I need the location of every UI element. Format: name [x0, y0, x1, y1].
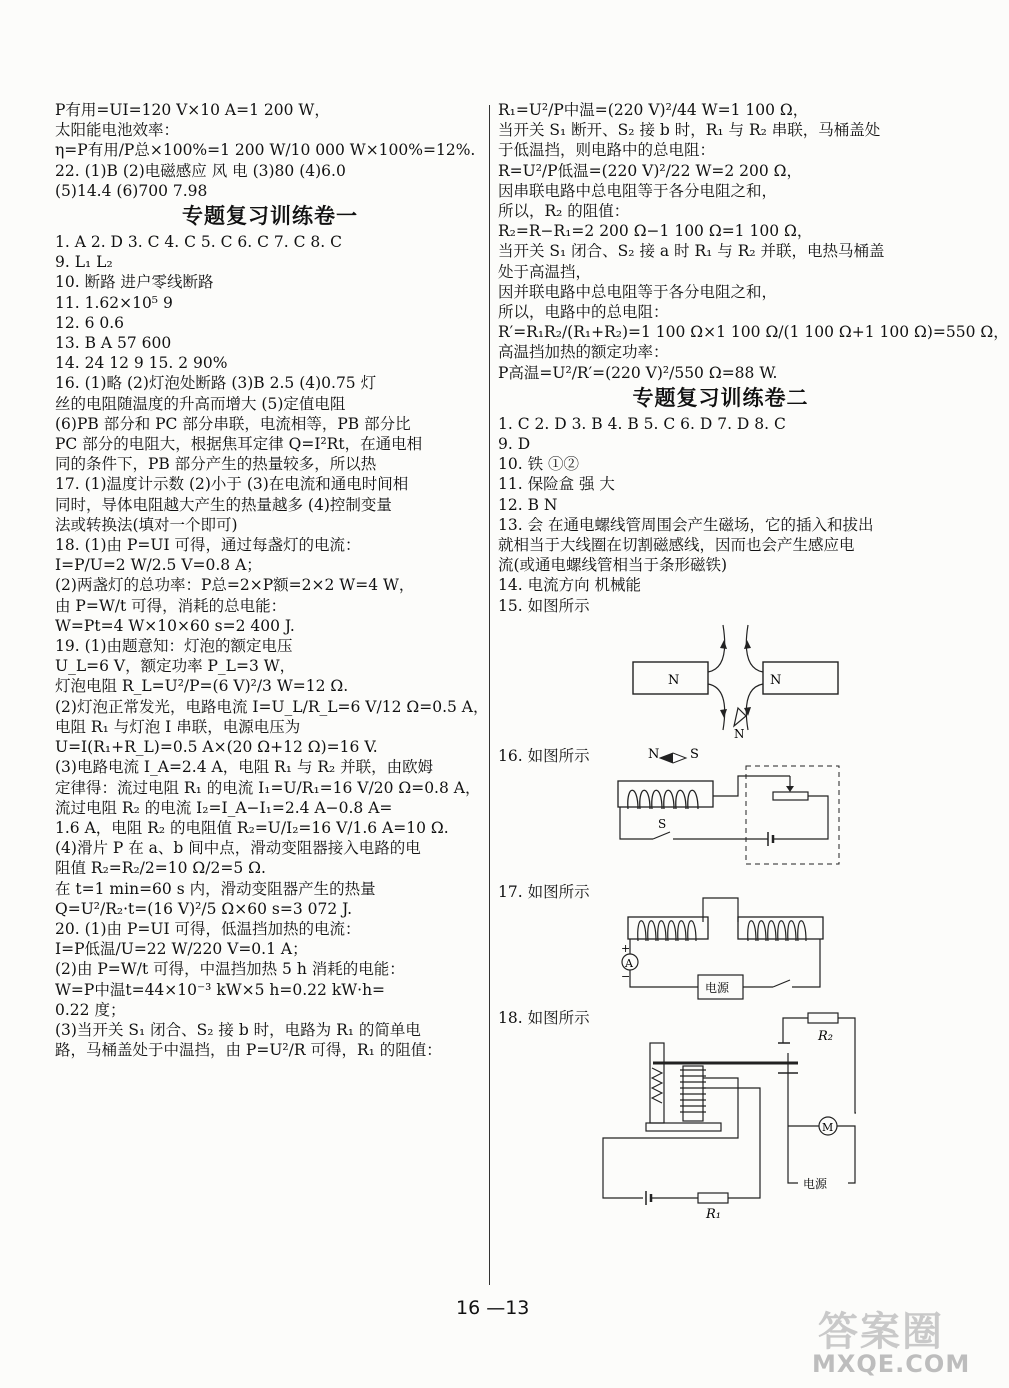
right-line: 10. 铁 ①②	[498, 455, 580, 474]
wire	[603, 1078, 738, 1198]
resistor-r1	[698, 1193, 728, 1203]
left-line: 18. (1)由 P=UI 可得，通过每盏灯的电流：	[55, 536, 361, 555]
right-line: 于低温挡，则电路中的总电阻：	[498, 141, 716, 160]
coil-windings	[638, 921, 696, 941]
left-line: (3)当开关 S₁ 闭合、S₂ 接 b 时，电路为 R₁ 的简单电	[55, 1020, 421, 1039]
wire	[783, 1018, 808, 1043]
ammeter-minus: −	[621, 969, 631, 983]
left-line: W=Pt=4 W×10×60 s=2 400 J.	[55, 616, 295, 635]
figure-15-diagram	[498, 620, 943, 740]
left-line: U=I(R₁+R_L)=0.5 A×(20 Ω+12 Ω)=16 V.	[55, 738, 378, 757]
wire	[788, 1073, 798, 1183]
right-column	[498, 100, 1009, 1222]
left-line: 同时，导体电阻越大产生的热量越多 (4)控制变量	[55, 495, 392, 514]
right-line: 12. B N	[498, 495, 558, 514]
wire	[837, 1126, 855, 1183]
field-line	[708, 625, 725, 672]
figure-17-label: 17. 如图所示	[498, 882, 590, 901]
page-number: 16 —13	[456, 1297, 530, 1319]
arrow-icon	[720, 709, 727, 718]
right-line: 高温挡加热的额定功率：	[498, 343, 669, 362]
right-line: P高温=U²/R′=(220 V)²/550 Ω=88 W.	[498, 363, 778, 382]
right-line: 因串联电路中总电阻等于各分电阻之和，	[498, 181, 778, 200]
figure-15	[498, 620, 943, 740]
left-line: 由 P=W/t 可得，消耗的总电能：	[55, 596, 287, 615]
right-line: 就相当于大线圈在切割磁感线，因而也会产生感应电	[498, 536, 855, 555]
left-line: 在 t=1 min=60 s 内，滑动变阻器产生的热量	[55, 879, 376, 898]
dashed-box	[746, 766, 839, 864]
right-line: 因并联电路中总电阻等于各分电阻之和，	[498, 282, 778, 301]
left-column	[55, 100, 489, 1060]
left-line: 流过电阻 R₂ 的电流 I₂=I_A−I₁=2.4 A−0.8 A=	[55, 798, 393, 817]
left-lines-b	[55, 232, 489, 1060]
left-line: 同的条件下，PB 部分产生的热量较多，所以热	[55, 455, 377, 474]
left-line: η=P有用/P总×100%=1 200 W/10 000 W×100%=12%.	[55, 141, 476, 160]
magnet-left-label: N	[668, 672, 680, 688]
figure-17	[498, 882, 943, 1002]
right-line: 当开关 S₁ 闭合、S₂ 接 a 时 R₁ 与 R₂ 并联，电热马桶盖	[498, 242, 885, 261]
compass-needle	[734, 708, 746, 726]
figure-16	[498, 746, 943, 876]
rheostat	[773, 792, 808, 800]
field-line	[746, 684, 763, 730]
left-line: (5)14.4 (6)700 7.98	[55, 181, 208, 200]
right-line: R=U²/P低温=(220 V)²/22 W=2 200 Ω，	[498, 161, 803, 180]
left-line: 0.22 度；	[55, 1000, 126, 1019]
left-line: 9. L₁ L₂	[55, 253, 113, 272]
left-line: 13. B A 57 600	[55, 334, 172, 353]
magnet-right-label: N	[770, 672, 782, 688]
compass-s-label: S	[690, 746, 699, 762]
left-lines-a	[55, 100, 485, 201]
compass-n-label: N	[648, 746, 660, 762]
right-line: R₁=U²/P中温=(220 V)²/44 W=1 100 Ω，	[498, 101, 809, 119]
watermark-url: MXQE.COM	[812, 1350, 971, 1378]
left-line: 14. 24 12 9 15. 2 90%	[55, 354, 228, 373]
figure-18-label: 18. 如图所示	[498, 1008, 590, 1027]
switch-label: S	[658, 816, 667, 831]
right-line: 所以，电路中的总电阻：	[498, 303, 669, 322]
wire	[838, 1018, 856, 1113]
wire	[792, 939, 820, 987]
wire	[630, 970, 698, 987]
right-line: 所以，R₂ 的阻值：	[498, 202, 630, 221]
ammeter-plus: +	[621, 941, 631, 955]
right-line: 当开关 S₁ 断开、S₂ 接 b 时，R₁ 与 R₂ 串联，马桶盖处	[498, 121, 881, 140]
switch	[773, 980, 790, 987]
left-line: (2)两盏灯的总功率：P总=2×P额=2×2 W=4 W，	[55, 576, 415, 595]
left-line: 路，马桶盖处于中温挡，由 P=U²/R 可得，R₁ 的阻值：	[55, 1041, 442, 1060]
left-line: 17. (1)温度计示数 (2)小于 (3)在电流和通电时间相	[55, 475, 409, 494]
coil-windings	[748, 921, 806, 941]
switch	[653, 832, 670, 839]
right-lines-b	[498, 414, 943, 616]
left-line: (3)电路电流 I_A=2.4 A，电阻 R₁ 与 R₂ 并联，由欧姆	[55, 758, 434, 777]
wire	[773, 796, 828, 839]
right-line: 1. C 2. D 3. B 4. B 5. C 6. D 7. D 8. C	[498, 414, 786, 433]
left-line: 11. 1.62×10⁵ 9	[55, 293, 173, 312]
relay-base	[646, 1123, 721, 1131]
power-source-label: 电源	[705, 980, 730, 995]
right-line: R′=R₁R₂/(R₁+R₂)=1 100 Ω×1 100 Ω/(1 100 Ω+1 100 Ω)=550 Ω，	[498, 323, 1009, 342]
left-line: (4)滑片 P 在 a、b 间中点，滑动变阻器接入电路的电	[55, 839, 421, 858]
left-line: 16. (1)略 (2)灯泡处断路 (3)B 2.5 (4)0.75 灯	[55, 374, 377, 393]
left-line: 太阳能电池效率：	[55, 121, 180, 140]
motor-label: M	[822, 1120, 834, 1134]
spring	[652, 1068, 662, 1103]
left-line: (2)由 P=W/t 可得，中温挡加热 5 h 消耗的电能：	[55, 960, 405, 979]
wire	[703, 1088, 760, 1198]
left-line: I=P/U=2 W/2.5 V=0.8 A；	[55, 556, 262, 575]
right-line: 9. D	[498, 435, 531, 454]
right-line: R₂=R−R₁=2 200 Ω−1 100 Ω=1 100 Ω，	[498, 222, 813, 241]
slider-arrow-icon	[786, 786, 794, 792]
arrow-icon	[744, 640, 751, 649]
compass-needle-label: N	[734, 726, 745, 741]
left-line: 电阻 R₁ 与灯泡 I 串联，电源电压为	[55, 717, 301, 736]
coil-windings	[680, 1070, 706, 1112]
right-line: 11. 保险盒 强 大	[498, 475, 615, 494]
wire	[620, 807, 653, 839]
figure-16-label: 16. 如图所示	[498, 746, 590, 765]
left-line: Q=U²/R₂·t=(16 V)²/5 Ω×60 s=3 072 J.	[55, 899, 353, 918]
resistor-r2	[808, 1013, 838, 1023]
left-line: I=P低温/U=22 W/220 V=0.1 A；	[55, 940, 308, 959]
field-line	[708, 684, 725, 730]
figure-17-diagram	[498, 882, 943, 1002]
left-line: PC 部分的电阻大，根据焦耳定律 Q=I²Rt，在通电相	[55, 435, 423, 454]
field-line	[746, 625, 763, 672]
left-line: U_L=6 V，额定功率 P_L=3 W，	[55, 657, 296, 676]
right-line: 14. 电流方向 机械能	[498, 576, 642, 595]
left-line: 22. (1)B (2)电磁感应 风 电 (3)80 (4)6.0	[55, 161, 346, 180]
left-line: 19. (1)由题意知：灯泡的额定电压	[55, 637, 293, 656]
left-line: 10. 断路 进户零线断路	[55, 273, 214, 292]
left-line: 定律得：流过电阻 R₁ 的电流 I₁=U/R₁=16 V/20 Ω=0.8 A，	[55, 778, 481, 797]
left-line: 20. (1)由 P=UI 可得，低温挡加热的电流：	[55, 919, 361, 938]
left-line: 灯泡电阻 R_L=U²/P=(6 V)²/3 W=12 Ω.	[55, 677, 349, 696]
right-lines-a	[498, 100, 1009, 383]
resistor-r1-label: R₁	[706, 1206, 721, 1222]
figure-16-diagram	[498, 746, 943, 876]
section-title-1: 专题复习训练卷一	[182, 204, 358, 229]
right-line: 处于高温挡，	[498, 262, 592, 281]
left-line: (6)PB 部分和 PC 部分串联，电流相等，PB 部分比	[55, 414, 411, 433]
ammeter-label: A	[625, 956, 633, 970]
left-line: 1. A 2. D 3. C 4. C 5. C 6. C 7. C 8. C	[55, 233, 342, 252]
left-line: 丝的电阻随温度的升高而增大 (5)定值电阻	[55, 394, 346, 413]
left-line: P有用=UI=120 V×10 A=1 200 W，	[55, 101, 330, 119]
left-line: 1.6 A，电阻 R₂ 的电阻值 R₂=U/I₂=16 V/1.6 A=10 Ω.	[55, 818, 449, 837]
arrow-icon	[720, 640, 727, 649]
right-line: 15. 如图所示	[498, 596, 590, 615]
section-title-2: 专题复习训练卷二	[632, 385, 809, 410]
right-line: 13. 会 在通电螺线管周围会产生磁场，它的插入和拔出	[498, 515, 874, 534]
left-line: 阻值 R₂=R₂/2=10 Ω/2=5 Ω.	[55, 859, 266, 878]
left-line: 法或转换法(填对一个即可)	[55, 515, 238, 534]
column-divider	[489, 105, 490, 1285]
watermark-logo: 答案圈	[818, 1309, 944, 1355]
left-line: 12. 6 0.6	[55, 313, 125, 332]
resistor-r2-label: R₂	[818, 1028, 833, 1044]
left-line: (2)灯泡正常发光，电路电流 I=U_L/R_L=6 V/12 Ω=0.5 A，	[55, 697, 489, 716]
right-line: 流(或通电螺线管相当于条形磁铁)	[498, 556, 728, 575]
figure-18	[498, 1008, 943, 1222]
compass-needle-dark	[660, 753, 673, 763]
left-line: W=P中温t=44×10⁻³ kW×5 h=0.22 kW·h=	[55, 980, 386, 999]
power-source-label: 电源	[803, 1176, 828, 1191]
coil-windings	[628, 790, 698, 809]
wire	[713, 776, 790, 796]
figure-18-diagram	[498, 1008, 943, 1222]
